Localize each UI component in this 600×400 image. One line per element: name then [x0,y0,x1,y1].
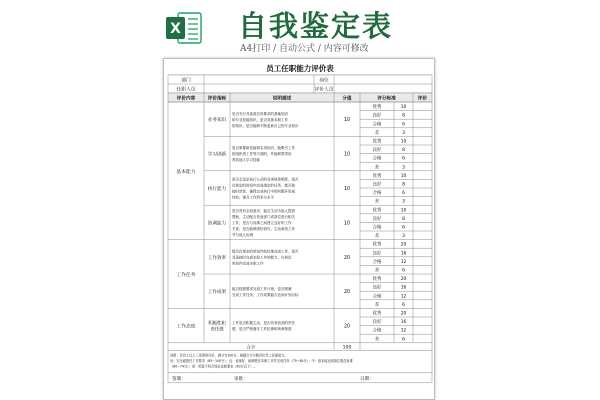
grade-points: 8 [402,113,405,119]
description-line: 养其他人学习技能 [232,158,260,163]
grade-level: 合格 [372,294,382,300]
indicator-label: 工作成果 [207,290,227,296]
grade-level: 合格 [372,259,382,265]
evaluation-form-table [164,59,435,400]
indicator-label: 积极性和 [208,321,226,327]
total-score: 100 [342,345,352,351]
section-label: 工作任务 [176,273,196,278]
grade-level: 优秀 [372,139,382,145]
grade-points: 10 [400,105,407,111]
description-line: 完成工作任务，工作成果能否达到计划目标 [232,292,299,297]
item-score: 10 [343,118,351,124]
grade-points: 12 [400,328,407,334]
header-cell: 评价指标 [207,96,227,102]
item-score: 10 [343,152,351,158]
section-label: 工作态度 [176,324,196,330]
grade-level: 优秀 [372,105,382,111]
grade-level: 差 [374,165,380,171]
evaluation-form-sheet [163,58,435,400]
grade-level: 优秀 [372,311,382,317]
description-line: 帮助，主动配合其他部门或岗位进行相关 [232,215,295,219]
grade-points: 8 [402,148,405,154]
grade-level: 优秀 [372,277,382,283]
grade-level: 合格 [372,122,382,128]
grade-level: 良好 [372,148,382,154]
grade-level: 良好 [372,251,382,257]
header-cell: 评价 [417,96,428,102]
excel-logo-icon [164,8,204,48]
grade-points: 6 [402,337,405,343]
grade-level: 良好 [372,216,382,222]
description-line: 在规定的时间内完成指定的任务，能否按 [232,183,295,188]
description-line: 经验，提升工作效率与水平 [232,195,274,200]
description-line: 是否具有全局意识，能否主动为他人提供 [232,209,295,213]
item-score: 10 [343,187,351,192]
description-line: 能否按照要求完成工作计划，是否圆满 [232,286,292,291]
grade-points: 6 [402,268,405,274]
reviewer-label: 任职人员 [176,87,196,93]
description-line: 是否会坚定执行公司的各项规章制度，是否 [232,177,299,182]
grade-level: 差 [374,302,380,308]
description-line: 关系，是否能够团结协作，主动承担工作 [232,227,295,231]
description-line: 是否充分具备岗位所要求的基础知识 [232,111,288,116]
item-score: 20 [343,255,351,261]
grade-points: 16 [400,251,407,257]
header-cell: 分值 [342,96,352,102]
grade-points: 10 [400,173,407,179]
grade-points: 6 [402,156,405,162]
grade-points: 20 [400,277,407,283]
description-line: 时间内完成本职工作 [232,261,264,266]
grade-level: 良好 [372,320,382,326]
grade-points: 10 [400,139,407,145]
grade-level: 良好 [372,113,382,119]
grade-points: 3 [402,130,405,136]
grade-level: 优秀 [372,208,382,214]
grade-points: 12 [400,294,407,300]
grade-level: 优秀 [372,242,382,248]
total-label: 合计 [246,345,256,351]
date-label: 日期： [360,376,374,382]
evaluator-label: 评价人员 [314,87,334,93]
sign-label: 签制： [172,376,186,382]
grade-level: 优秀 [372,173,382,179]
grade-level: 合格 [372,191,382,197]
grade-points: 12 [400,259,407,265]
description-line: 具备按时完成本职工作的能力，在规定 [232,255,292,260]
indicator-label: 学习创新 [207,152,227,158]
indicator-label: 执行能力 [207,187,227,192]
item-score: 10 [343,221,351,227]
description-line: 工作是否积极主动，是否具有较高的责任 [232,321,295,326]
grade-level: 差 [374,268,380,274]
grade-points: 6 [402,302,405,308]
approve-label: 审批： [234,376,248,382]
page-title: 自我鉴定表 [238,9,394,43]
description-line: 和专业技能知识，是否具备本职工作 [232,117,288,122]
grade-level: 良好 [372,285,382,291]
header-cell: 说明描述 [272,96,292,102]
indicator-label: 责任感 [210,327,224,333]
description-line: 的组织者工作等方面的，并能够帮带培 [232,152,292,157]
section-label: 基本能力 [176,169,196,175]
grade-level: 差 [374,130,380,136]
grade-points: 6 [402,225,405,231]
grade-level: 合格 [372,156,382,162]
grade-points: 3 [402,199,405,205]
indicator-label: 协调能力 [207,221,227,227]
indicator-label: 工作效率 [207,255,227,261]
note-line: 优：完全能胜任工作要求（85~100分）；良：表现好，能够胜任本职工作并完成任务（75~84分）；中：基本能达到岗位胜任标准 [170,358,353,363]
grade-points: 16 [400,320,407,326]
page-subtitle: A4打印 / 自动公式 / 内容可修改 [240,44,369,54]
note-line: （60~74分）；差：明显不符合岗位任职要求（60分以下）。 [170,364,257,369]
description-line: 的知识，是否能够不断更新自己的专业知识 [232,123,299,128]
dept-label: 部门 [181,78,191,84]
grade-points: 8 [402,182,405,188]
grade-points: 6 [402,122,405,128]
form-title: 员工任职能力评价表 [266,64,334,73]
banner [0,0,600,56]
item-score: 20 [343,290,351,296]
indicator-label: 业务知识 [207,118,227,124]
grade-level: 差 [374,199,380,205]
description-line: 是否掌握新技能和实用知识，能吸引工作 [232,146,295,151]
header-cell: 评价内容 [176,96,196,102]
grade-points: 6 [402,191,405,197]
grade-points: 3 [402,165,405,171]
grade-points: 8 [402,216,405,222]
grade-points: 10 [400,208,407,214]
description-line: 感，是否严格遵守工作纪律和规章制度 [232,327,292,332]
item-score: 20 [343,324,351,330]
description-line: 按时效性，确保完成执行中的问题并形成 [232,189,295,194]
grade-level: 差 [374,234,380,240]
grade-points: 20 [400,242,407,248]
grade-points: 16 [400,285,407,291]
grade-points: 20 [400,311,407,317]
description-line: 工作，是否与同事之间建立良好的工作 [232,221,292,225]
grade-level: 差 [374,337,380,343]
grade-level: 合格 [372,328,382,334]
post-label: 岗位 [319,78,329,84]
grade-level: 良好 [372,182,382,188]
description-line: 并与他人协调 [232,233,253,237]
grade-points: 3 [402,234,405,240]
description-line: 能否在规定的时间内较好地完成工作，是否 [232,249,299,254]
grade-level: 合格 [372,225,382,231]
note-line: 说明：对员工以上三项度的评价，满分为100分，根据合计分数评价员工任职能力。 [170,353,288,358]
logo-letter: X [170,21,181,37]
header-cell: 评分标准 [377,96,396,102]
